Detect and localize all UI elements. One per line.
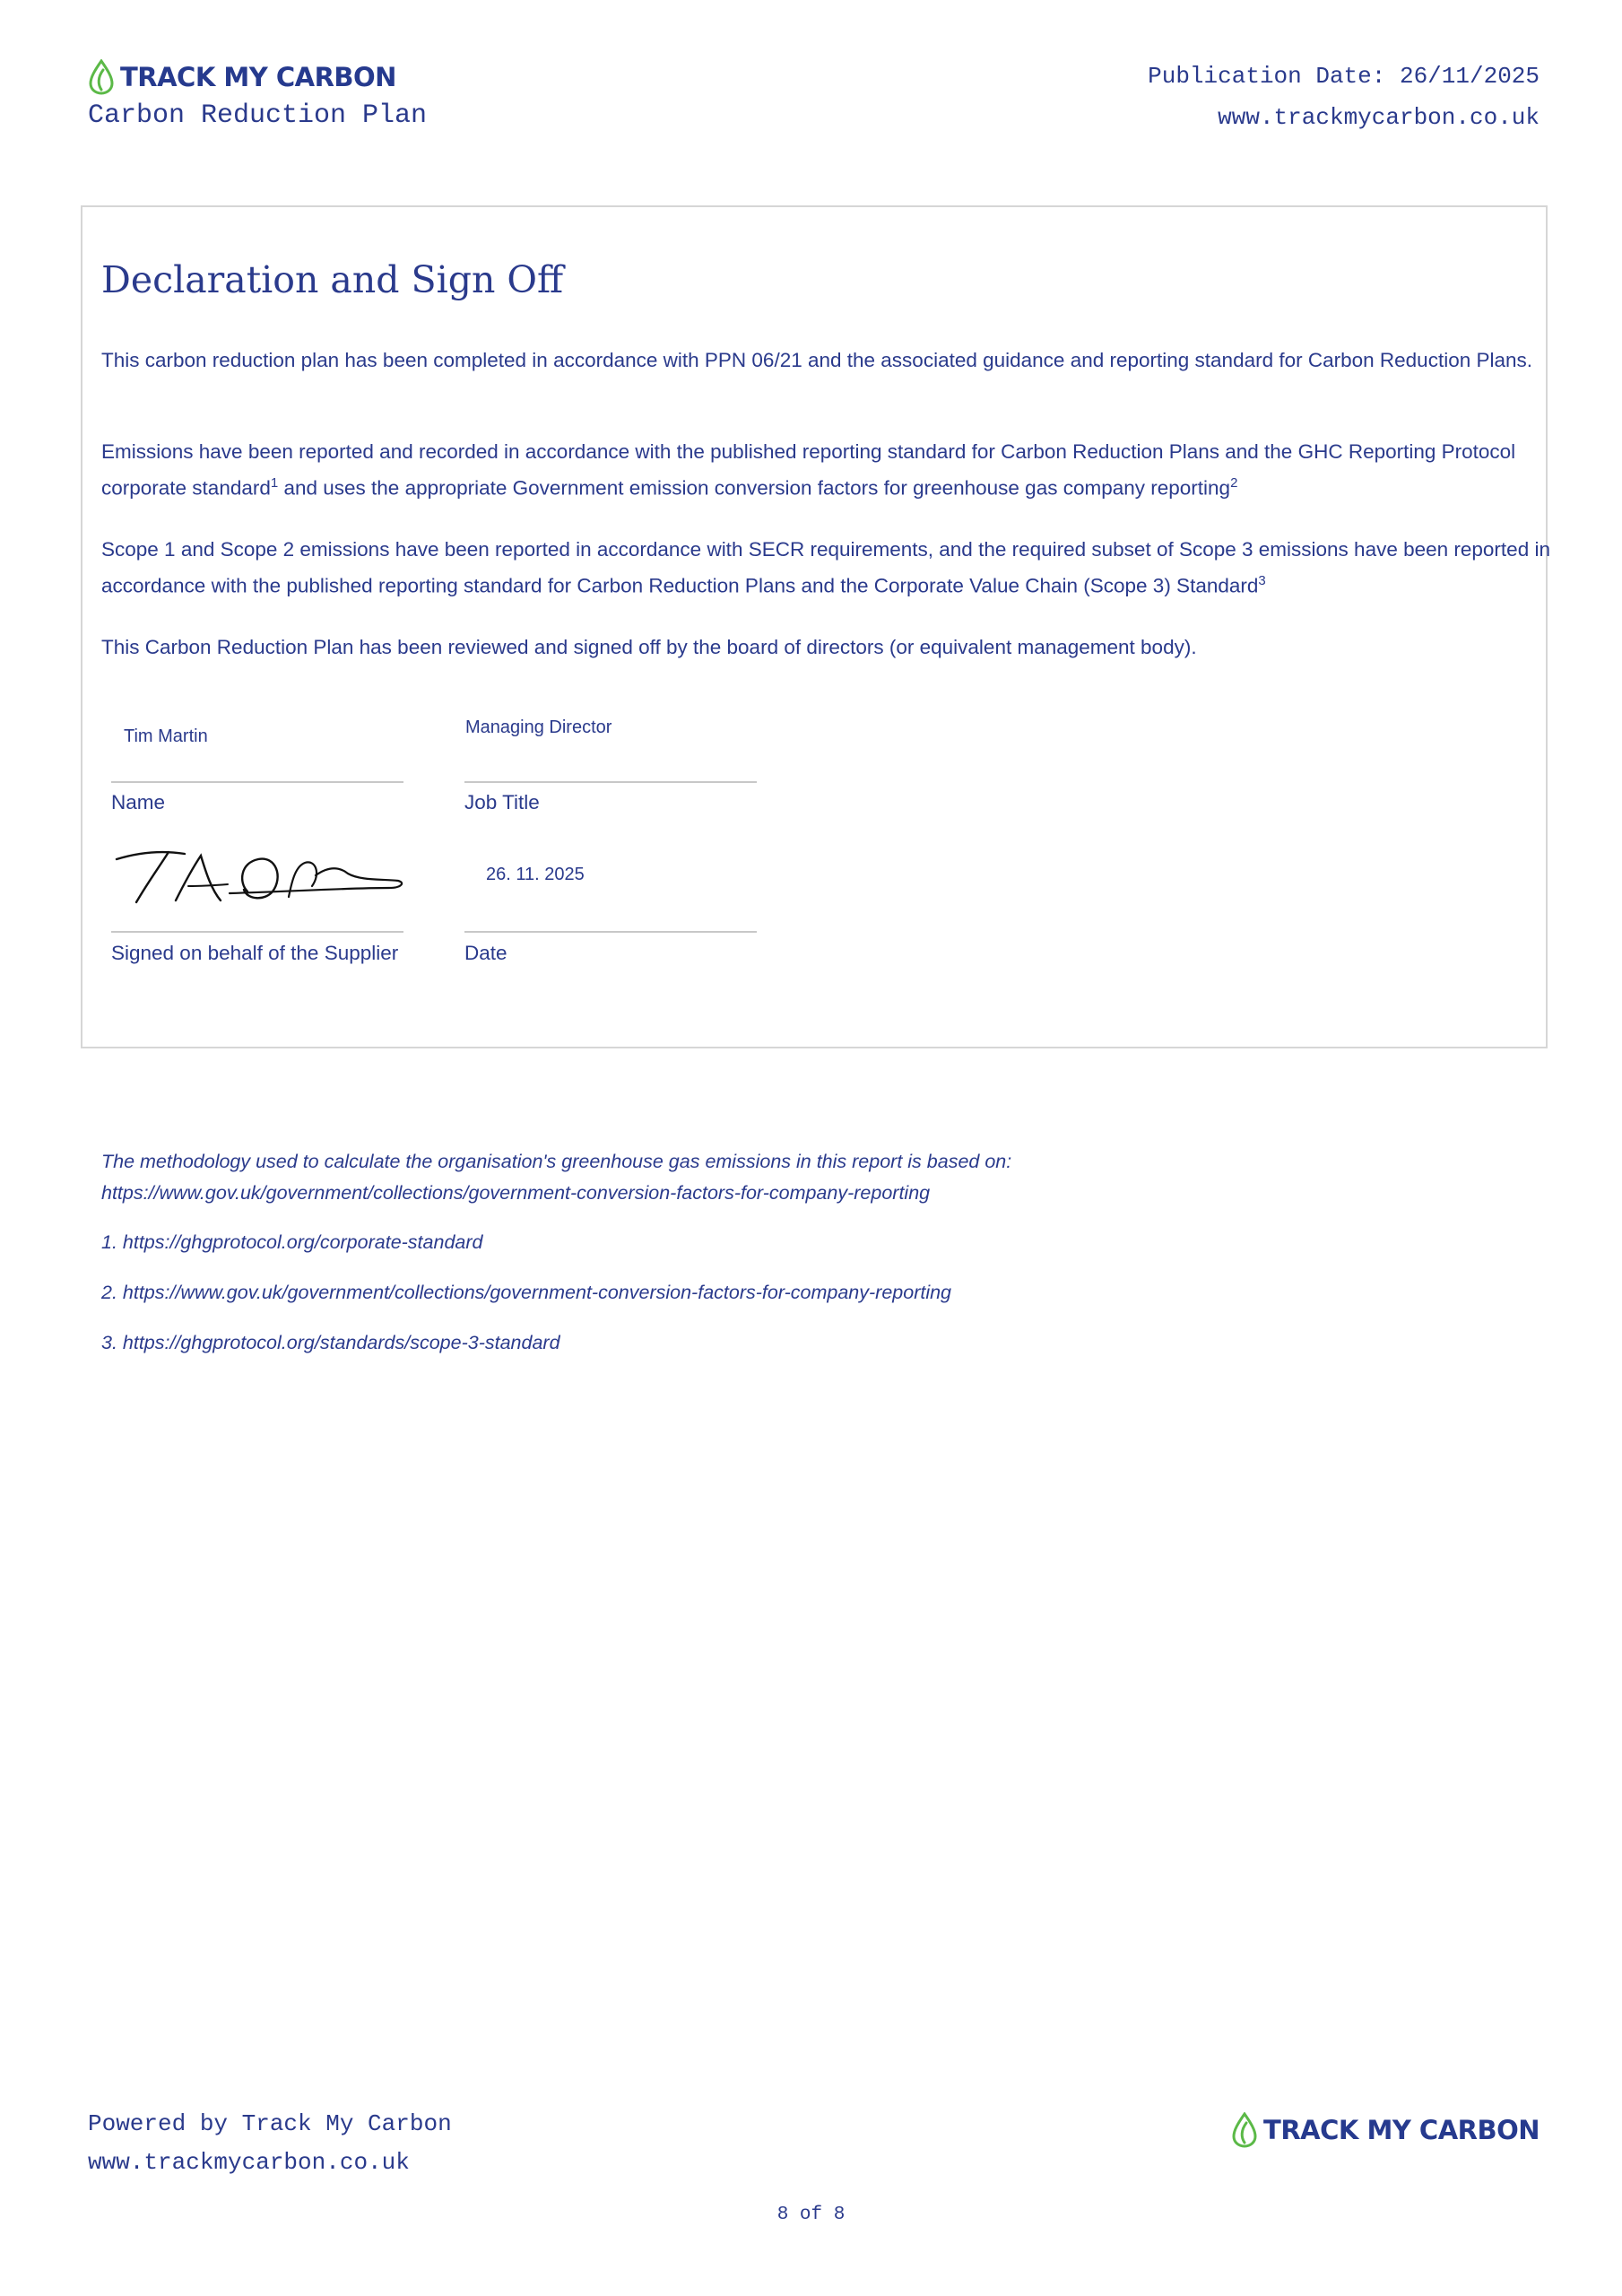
footnote-ref-2: 2 [1230, 475, 1238, 491]
job-title-value: Managing Director [465, 718, 612, 737]
footer-logo [1231, 2112, 1540, 2148]
signature-line [111, 931, 403, 933]
job-title-line [464, 781, 757, 783]
footer-website: www.trackmycarbon.co.uk [88, 2149, 410, 2176]
signature-label: Signed on behalf of the Supplier [111, 942, 399, 964]
document-subtitle: Carbon Reduction Plan [88, 100, 428, 131]
name-label: Name [111, 791, 166, 813]
date-line [464, 931, 757, 933]
footnote-ref-1: 1 [270, 475, 279, 491]
publication-date: Publication Date: 26/11/2025 [1148, 63, 1540, 90]
header-website: www.trackmycarbon.co.uk [1218, 104, 1540, 131]
powered-by: Powered by Track My Carbon [88, 2110, 452, 2137]
section-title: Declaration and Sign Off [101, 258, 564, 301]
declaration-paragraph-4: This Carbon Reduction Plan has been reviewed and signed off by the board of directors (or equivalent management body). [101, 636, 1197, 658]
declaration-paragraph-2: Emissions have been reported and recorded in accordance with the published reporting standard for Carbon Reduction Plans and the GHC Reporting Protocol corporate standard$^1$ and uses the appropriate Government emission conversion factors for greenhouse gas company reporting$^2$ [101, 440, 1516, 500]
footnote-2: 2. https://www.gov.uk/government/collections/government-conversion-factors-for-company-reporting [101, 1282, 952, 1303]
header-logo [88, 59, 396, 95]
name-value: Tim Martin [124, 726, 208, 746]
footnote-ref-3: 3 [1258, 573, 1266, 588]
logo-text: TRACK MY CARBON [120, 62, 396, 92]
leaf-drop-icon [88, 59, 115, 95]
methodology-text: The methodology used to calculate the organisation's greenhouse gas emissions in this report is based on: https://www.gov.uk/government/collections/government-conversion-factors-for-company-reporting [101, 1151, 1012, 1204]
name-line [111, 781, 403, 783]
signature-image [113, 847, 409, 911]
page-number: 8 of 8 [776, 2205, 846, 2225]
date-label: Date [464, 942, 507, 964]
job-title-label: Job Title [464, 791, 540, 813]
declaration-paragraph-3: Scope 1 and Scope 2 emissions have been reported in accordance with SECR requirements, and the required subset of Scope 3 emissions have been reported in accordance with the published reporting standard for Carbon Reduction Plans and the Corporate Value Chain (Scope 3) Standard$^3$ [101, 538, 1550, 597]
date-value: 26. 11. 2025 [486, 865, 585, 884]
declaration-box [81, 205, 1548, 1048]
logo-text: TRACK MY CARBON [1263, 2115, 1540, 2145]
footnote-3: 3. https://ghgprotocol.org/standards/scope-3-standard [101, 1332, 560, 1353]
leaf-drop-icon [1231, 2112, 1258, 2148]
declaration-paragraph-1: This carbon reduction plan has been completed in accordance with PPN 06/21 and the associated guidance and reporting standard for Carbon Reduction Plans. [101, 349, 1533, 371]
footnote-1: 1. https://ghgprotocol.org/corporate-standard [101, 1231, 483, 1253]
